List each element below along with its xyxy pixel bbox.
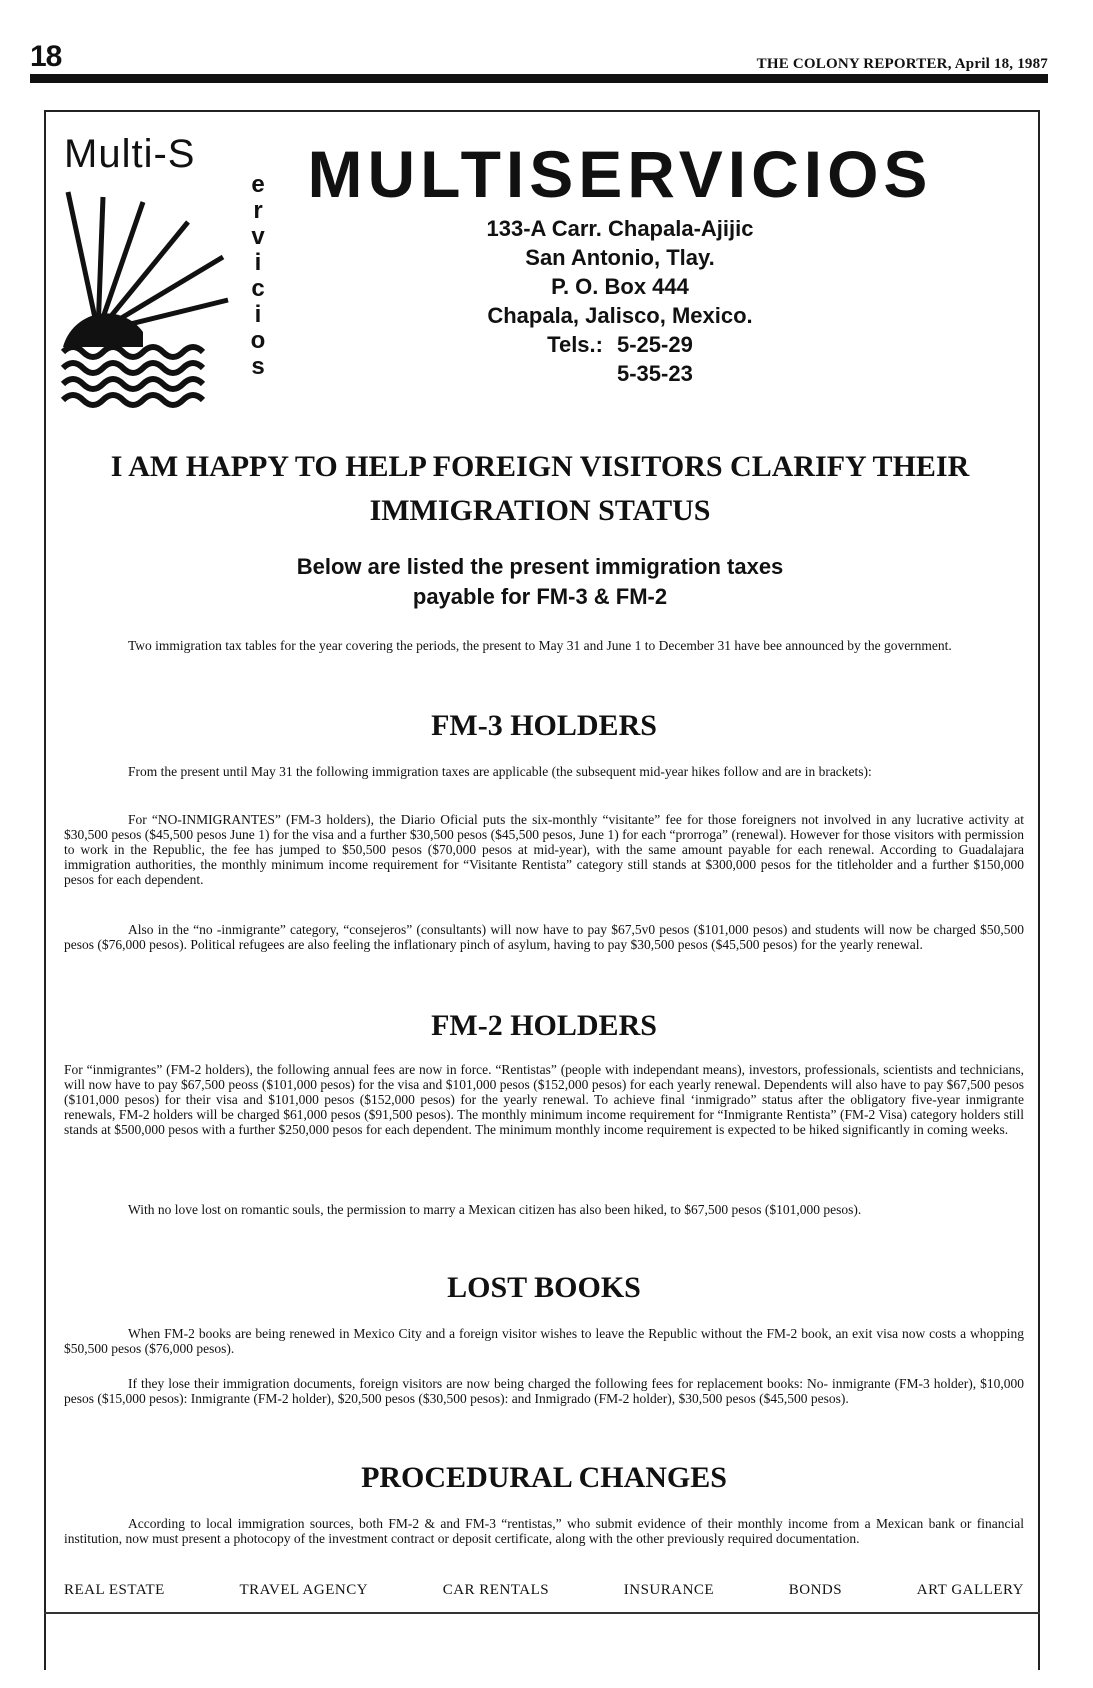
telephone-number: 5-35-23 <box>616 361 693 386</box>
procedural-changes-title: PROCEDURAL CHANGES <box>361 1461 727 1494</box>
logo-letter: v <box>251 223 265 250</box>
logo-letter: e <box>251 171 265 198</box>
running-head: THE COLONY REPORTER, April 18, 1987 <box>756 56 1048 72</box>
service-item: REAL ESTATE <box>64 1582 165 1598</box>
headline: I AM HAPPY TO HELP FOREIGN VISITORS CLARIFY THEIR IMMIGRATION STATUS <box>110 450 970 527</box>
logo-vertical-text <box>238 172 278 380</box>
telephone-number: 5-25-29 <box>616 332 693 357</box>
intro-paragraph: Two immigration tax tables for the year covering the periods, the present to May 31 and June 1 to December 31 have bee announced by the government. <box>128 638 952 653</box>
address-line: San Antonio, Tlay. <box>525 245 715 270</box>
page-number: 18 <box>30 40 62 73</box>
logo-word: Multi-S <box>64 132 196 176</box>
telephones <box>420 330 820 388</box>
address-line: P. O. Box 444 <box>551 274 689 299</box>
logo-letter: r <box>253 197 263 224</box>
lost-books-paragraph: When FM-2 books are being renewed in Mexico City and a foreign visitor wishes to leave the Republic without the FM-2 book, an exit visa now costs a whopping $50,500 pesos ($76,000 pesos). <box>64 1326 1024 1356</box>
address-line: 133-A Carr. Chapala-Ajijic <box>486 216 754 241</box>
logo-letter: i <box>254 301 262 328</box>
address-line: Chapala, Jalisco, Mexico. <box>487 303 753 328</box>
service-item: ART GALLERY <box>916 1582 1024 1598</box>
service-item: TRAVEL AGENCY <box>239 1582 369 1598</box>
lost-books-paragraph: If they lose their immigration documents, foreign visitors are now being charged the following fees for replacement books: No- inmigrante (FM-3 holder), $10,000 pesos ($15,000 pesos): Inmigrante (FM-2 holder), $20,500 pesos ($30,500 pesos): and Inmigrado (FM-2 holder), $30,500 pesos ($45,500 pesos). <box>64 1376 1024 1406</box>
subhead: Below are listed the present immigration taxes payable for FM-3 & FM-2 <box>296 554 784 609</box>
service-item: CAR RENTALS <box>442 1582 550 1598</box>
fm3-title: FM-3 HOLDERS <box>431 709 657 742</box>
procedural-paragraph: According to local immigration sources, both FM-2 & and FM-3 “rentistas,” who submit evidence of their monthly income from a Mexican bank or financial institution, now must present a photocopy of the investment contract or deposit certificate, along with the other previously required documentation. <box>64 1516 1024 1546</box>
sunrise-waves-icon <box>58 182 238 412</box>
multiservicios-logo <box>58 132 298 412</box>
logo-letter: i <box>254 249 262 276</box>
fm2-paragraph: With no love lost on romantic souls, the permission to marry a Mexican citizen has also been hiked, to $67,500 pesos ($101,000 pesos). <box>128 1202 862 1217</box>
top-rule <box>30 74 1048 83</box>
business-address <box>420 214 820 388</box>
logo-letter: o <box>250 327 266 354</box>
lost-books-title: LOST BOOKS <box>447 1271 641 1304</box>
logo-letter: s <box>251 353 265 380</box>
fm3-paragraph: For “NO-INMIGRANTES” (FM-3 holders), the Diario Oficial puts the six-monthly “visitante” fee for those foreigners not involved in any lucrative activity at $30,500 pesos ($45,500 pesos June 1) for the visa and a further $30,500 pesos ($45,500 pesos, June 1) for each “prorroga” (renewal). However for those visitors with permission to work in the Republic, the fee has jumped to $50,500 pesos ($70,000 pesos at mid-year), with the same amount payable for each renewal. According to Guadalajara immigration authorities, the monthly minimum income requirement for “Visitante Rentista” category still stands at $300,000 pesos for the titleholder and a further $150,000 pesos for each dependent. <box>64 812 1024 887</box>
business-name: MULTISERVICIOS <box>307 137 933 211</box>
fm2-title: FM-2 HOLDERS <box>431 1009 657 1042</box>
fm3-paragraph: From the present until May 31 the following immigration taxes are applicable (the subsequent mid-year hikes follow and are in brackets): <box>128 764 872 779</box>
services-footer <box>64 1582 1024 1599</box>
service-item: INSURANCE <box>623 1582 715 1598</box>
fm3-paragraph: Also in the “no -inmigrante” category, “consejeros” (consultants) will now have to pay $67,5v0 pesos ($101,000 pesos) and students will now be charged $50,500 pesos ($76,000 pesos). Political refugees are also feeling the inflationary pinch of asylum, having to pay $30,500 pesos ($45,500 pesos) for the yearly renewal. <box>64 922 1024 952</box>
fm2-paragraph: For “inmigrantes” (FM-2 holders), the following annual fees are now in force. “Rentistas” (people with independant means), investors, professionals, scientists and technicians, will now have to pay $67,500 peoss ($101,000 pesos) for the visa and $101,000 pesos ($152,000 pesos) for each yearly renewal. Dependents will also have to pay $67,500 pesos ($101,000 pesos) for their visa and $101,000 pesos ($152,000 pesos) for the yearly renewal. To achieve final ‘inmigrado” status after the obligatory five-year inmigrante renewals, FM-2 holders will be charged $61,000 pesos ($91,500 pesos). The monthly minimum income requirement for “Inmigrante Rentista” (FM-2 Visa) category holders still stands at $500,000 pesos with a further $250,000 pesos for each dependent. The minimum monthly income requirement is expected to be hiked significantly in coming weeks. <box>64 1062 1024 1137</box>
bottom-rule <box>44 1612 1040 1614</box>
service-item: BONDS <box>788 1582 843 1598</box>
tels-label: Tels.: <box>547 332 603 357</box>
logo-letter: c <box>251 275 265 302</box>
